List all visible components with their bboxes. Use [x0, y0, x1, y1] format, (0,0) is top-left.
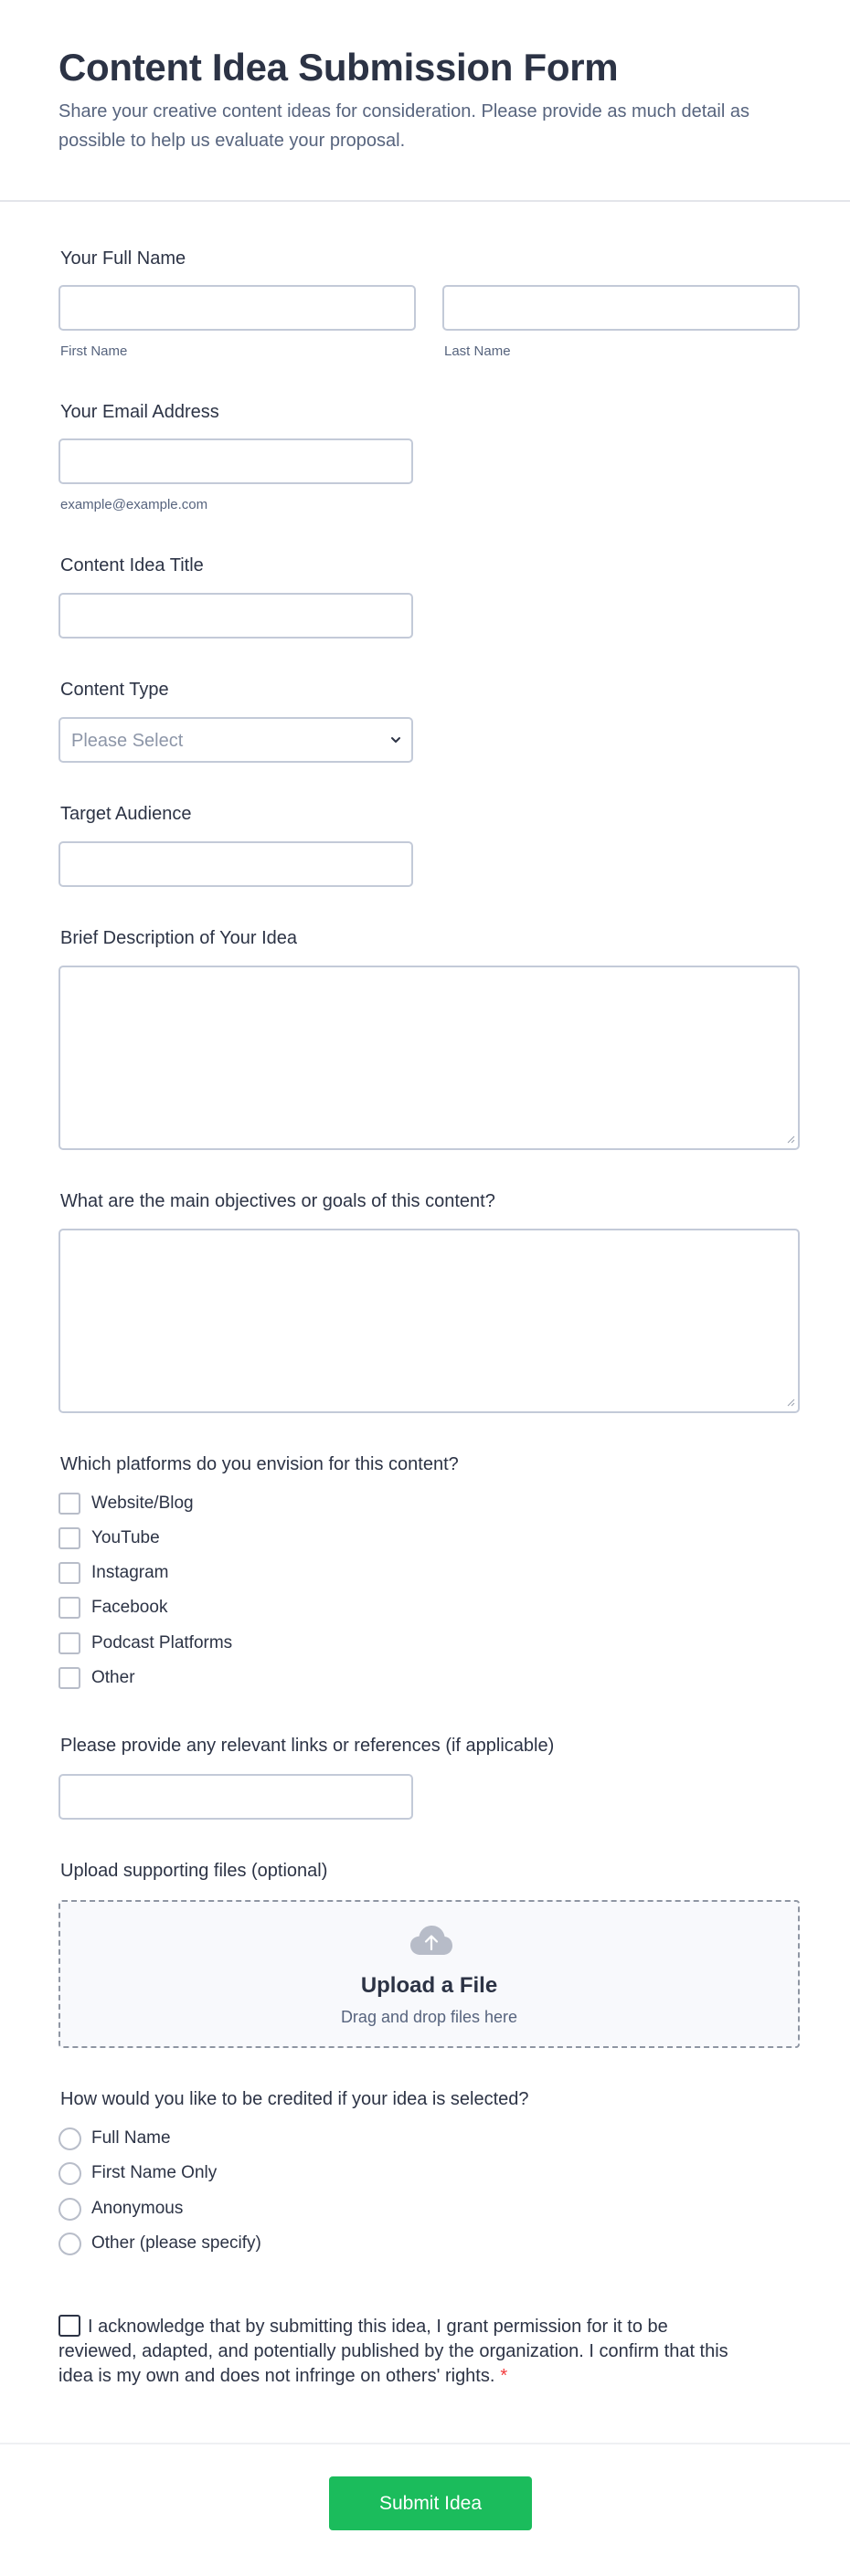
footer-divider	[0, 2443, 850, 2444]
links-label: Please provide any relevant links or references (if applicable)	[60, 1736, 555, 1756]
consent-text: I acknowledge that by submitting this idea, I grant permission for it to be reviewed, adapted, and potentially published by the organization. I confirm that this idea is my own and does not infringe on others' rights.	[58, 2317, 728, 2386]
form-subtitle: Share your creative content ideas for consideration. Please provide as much detail as possible to help us evaluate your proposal.	[58, 101, 749, 151]
checkbox[interactable]	[58, 1597, 80, 1619]
email-sublabel: example@example.com	[60, 497, 208, 512]
email-input[interactable]	[58, 438, 413, 484]
full-name-label: Your Full Name	[60, 248, 186, 269]
file-upload-dropzone[interactable]	[58, 1900, 800, 2048]
credit-option-label: Full Name	[91, 2128, 171, 2148]
credit-option-label: First Name Only	[91, 2163, 218, 2182]
required-mark: *	[500, 2366, 508, 2386]
upload-label: Upload supporting files (optional)	[60, 1861, 328, 1881]
content-type-placeholder: Please Select	[71, 731, 184, 751]
objectives-textarea[interactable]	[58, 1229, 800, 1413]
checkbox[interactable]	[58, 1562, 80, 1584]
first-name-sublabel: First Name	[60, 343, 128, 359]
resize-grip-icon[interactable]	[786, 1398, 795, 1407]
last-name-input[interactable]	[442, 285, 800, 331]
checkbox[interactable]	[58, 1493, 80, 1515]
radio-button[interactable]	[58, 2162, 81, 2185]
consent-field	[58, 2315, 735, 2389]
last-name-sublabel: Last Name	[444, 343, 511, 359]
audience-input[interactable]	[58, 841, 413, 887]
idea-title-input[interactable]	[58, 593, 413, 639]
objectives-label: What are the main objectives or goals of this content?	[60, 1191, 495, 1211]
idea-title-label: Content Idea Title	[60, 555, 204, 575]
platform-option-label: Facebook	[91, 1598, 168, 1617]
platform-option-label: Podcast Platforms	[91, 1633, 233, 1652]
credit-label: How would you like to be credited if your idea is selected?	[60, 2089, 529, 2109]
radio-button[interactable]	[58, 2233, 81, 2255]
cloud-upload-icon	[409, 1924, 453, 1957]
content-type-label: Content Type	[60, 680, 169, 700]
description-label: Brief Description of Your Idea	[60, 928, 298, 948]
description-textarea[interactable]	[58, 966, 800, 1150]
platform-option-label: Other	[91, 1668, 135, 1687]
radio-button[interactable]	[58, 2127, 81, 2150]
content-type-select[interactable]	[58, 717, 413, 763]
audience-label: Target Audience	[60, 804, 192, 824]
platforms-label: Which platforms do you envision for this content?	[60, 1454, 459, 1474]
credit-option-label: Anonymous	[91, 2199, 184, 2218]
links-input[interactable]	[58, 1774, 413, 1820]
platform-option-label: Website/Blog	[91, 1494, 194, 1513]
platform-option-label: YouTube	[91, 1528, 160, 1547]
radio-button[interactable]	[58, 2198, 81, 2221]
credit-option-label: Other (please specify)	[91, 2233, 261, 2253]
checkbox[interactable]	[58, 1527, 80, 1549]
resize-grip-icon[interactable]	[786, 1135, 795, 1144]
chevron-down-icon	[389, 734, 402, 746]
form-title: Content Idea Submission Form	[58, 46, 619, 89]
checkbox[interactable]	[58, 1667, 80, 1689]
first-name-input[interactable]	[58, 285, 416, 331]
consent-checkbox[interactable]	[58, 2315, 80, 2337]
checkbox[interactable]	[58, 1632, 80, 1654]
upload-title: Upload a File	[360, 1973, 498, 1998]
platform-option-label: Instagram	[91, 1563, 169, 1582]
submit-button[interactable]: Submit Idea	[329, 2476, 532, 2530]
form-header	[0, 0, 850, 202]
upload-hint: Drag and drop files here	[340, 2008, 518, 2026]
email-label: Your Email Address	[60, 402, 219, 422]
